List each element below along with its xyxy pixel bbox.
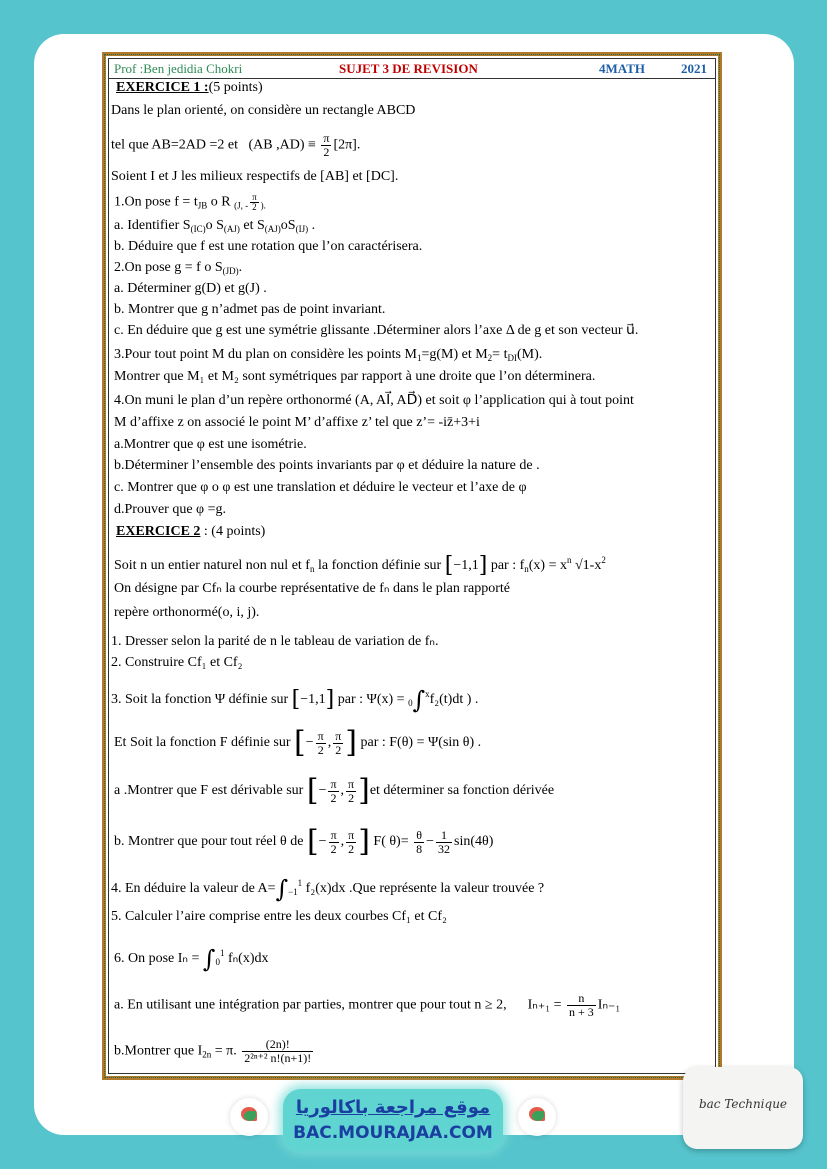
ex2-q6a: a. En utilisant une intégration par parties, montrer que pour tout n ≥ 2, Iₙ₊₁ = $\frac{n}{n + 3}$ Iₙ₋₁ [114, 991, 621, 1019]
ex2-q3: 3. Soit la fonction Ψ définie sur [−1,1] par : Ψ(x) = $_0$∫$^x$f₂(t)dt ) . [111, 685, 479, 714]
pi-over-2-fraction: $\frac{\pi}{2}$ [323, 131, 330, 159]
ex1-q2b: b. Montrer que g n’admet pas de point invariant. [114, 302, 386, 317]
ex2-q3b: b. Montrer que pour tout réel θ de [− $\frac{\pi}{2}$ , $\frac{\pi}{2}$ ] F( θ)= $\frac{\theta}{8}$ − $\frac{1}{32}$ sin(4θ) [114, 824, 494, 859]
site-name-arabic[interactable]: موقع مراجعة باكالوريا [295, 1097, 491, 1118]
ex1-q4b: M d’affixe z on associé le point M’ d’affixe z’ tel que z’= -iz̄+3+i [114, 415, 480, 430]
year: 2021 [681, 61, 707, 76]
ex2-q1: 1. Dresser selon la parité de n le tableau de variation de fₙ. [111, 634, 439, 649]
right-logo-icon [518, 1098, 556, 1136]
ex2-q6: 6. On pose $I_n = \int_0^1$ fₙ(x)dx [114, 944, 269, 973]
ex1-q4-a: a.Montrer que φ est une isométrie. [114, 437, 307, 452]
ex1-angle: (AB ,AD) ≡ [248, 137, 316, 153]
ex1-q4-b: b.Déterminer l’ensemble des points invariants par φ et déduire la nature de . [114, 458, 540, 473]
ex2-intro-1: Soit n un entier naturel non nul et $f_n$ la fonction définie sur [−1,1] par : $f_n(x) = x^n$ $√1-x^2$ [114, 552, 606, 578]
ex1-q3b: Montrer que M₁ et M₂ sont symétriques par rapport à une droite que l’on déterminera. [114, 369, 596, 384]
ex1-q3: 3.Pour tout point M du plan on considère les points $M_1=g(M)$ et $M_2= t_{DI}(M)$. [114, 347, 543, 363]
ex1-q4-c: c. Montrer que φ o φ est une translation et déduire le vecteur et l’axe de φ [114, 480, 527, 495]
ex1-q1: 1.On pose $f = t_{JB}$ o R $_{(J, -}$ $\frac{\pi}{2}$ $_{).}$ [114, 192, 266, 212]
signature-card [683, 1067, 803, 1149]
ex1-intro-2a: tel que AB=2AD =2 et [111, 137, 238, 153]
ex1-q2a: a. Déterminer g(D) et g(J) . [114, 281, 267, 296]
left-logo-icon [230, 1098, 268, 1136]
site-badge[interactable] [283, 1089, 503, 1151]
exercise1-title: EXERCICE 1 : [116, 80, 209, 95]
ex2-q4: 4. En déduire la valeur de $A=\int_{-1}^1$ f₂(x)dx .Que représente la valeur trouvée ? [111, 874, 545, 903]
ex1-q1b: b. Déduire que f est une rotation que l’on caractérisera. [114, 239, 423, 254]
ex1-intro-2 [111, 132, 360, 159]
document-header [109, 59, 715, 79]
ex1-q4-d: d.Prouver que φ =g. [114, 502, 227, 517]
ex1-q2c: c. En déduire que g est une symétrie glissante .Déterminer alors l’axe Δ de g et son vecteur u⃗. [114, 323, 639, 338]
ex2-q2: 2. Construire Cf₁ et Cf₂ [111, 655, 243, 670]
signature-text: bac Technique [698, 1097, 788, 1111]
ex2-q5: 5. Calculer l’aire comprise entre les deux courbes Cf₁ et Cf₂ [111, 909, 447, 924]
author-name: Prof :Ben jedidia Chokri [114, 61, 243, 76]
document-title: SUJET 3 DE REVISION [339, 61, 478, 76]
class-level: 4MATH [599, 61, 645, 76]
ex1-q1a: a. Identifier $S_{(IC)}o$ $S_{(AJ)}$ et $S_{(AJ)}oS_{(IJ)}$ . [114, 218, 316, 234]
exercise1-points: (5 points) [208, 80, 263, 95]
ex1-intro-3: Soient I et J les milieux respectifs de [AB] et [DC]. [111, 169, 399, 184]
ex1-q4a: 4.On muni le plan d’un repère orthonormé (A, AI⃗, AD⃗) et soit φ l’application qui à tout point [114, 393, 634, 408]
ex2-q3d: Et Soit la fonction F définie sur [− $\frac{\pi}{2}$ , $\frac{\pi}{2}$ ] par : F(θ) = Ψ(sin θ) . [114, 725, 482, 760]
exercise2-points: : (4 points) [203, 524, 266, 539]
exercise2-heading [116, 524, 265, 540]
exercise2-title: EXERCICE 2 [116, 524, 201, 539]
exercise1-heading [116, 80, 263, 96]
ex2-intro-3: repère orthonormé(o, i, j). [114, 605, 260, 620]
site-url[interactable]: BAC.MOURAJAA.COM [293, 1123, 493, 1143]
ex2-intro-2: On désigne par Cfₙ la courbe représentative de fₙ dans le plan rapporté [114, 581, 510, 596]
ex1-intro-1: Dans le plan orienté, on considère un rectangle ABCD [111, 103, 416, 118]
ex1-mod: [2π]. [333, 137, 361, 153]
ex2-q6b: b.Montrer que $I_{2n} = \pi$. $\frac{(2n)!}{\text{2²ⁿ⁺² n!(n+1)!}}$ [114, 1037, 312, 1065]
ex1-q2: 2.On pose g = f o $S_{(JD)}$. [114, 260, 243, 276]
ex2-q3a: a .Montrer que F est dérivable sur [− $\frac{\pi}{2}$ , $\frac{\pi}{2}$ ]et déterminer sa fonction dérivée [114, 773, 555, 808]
